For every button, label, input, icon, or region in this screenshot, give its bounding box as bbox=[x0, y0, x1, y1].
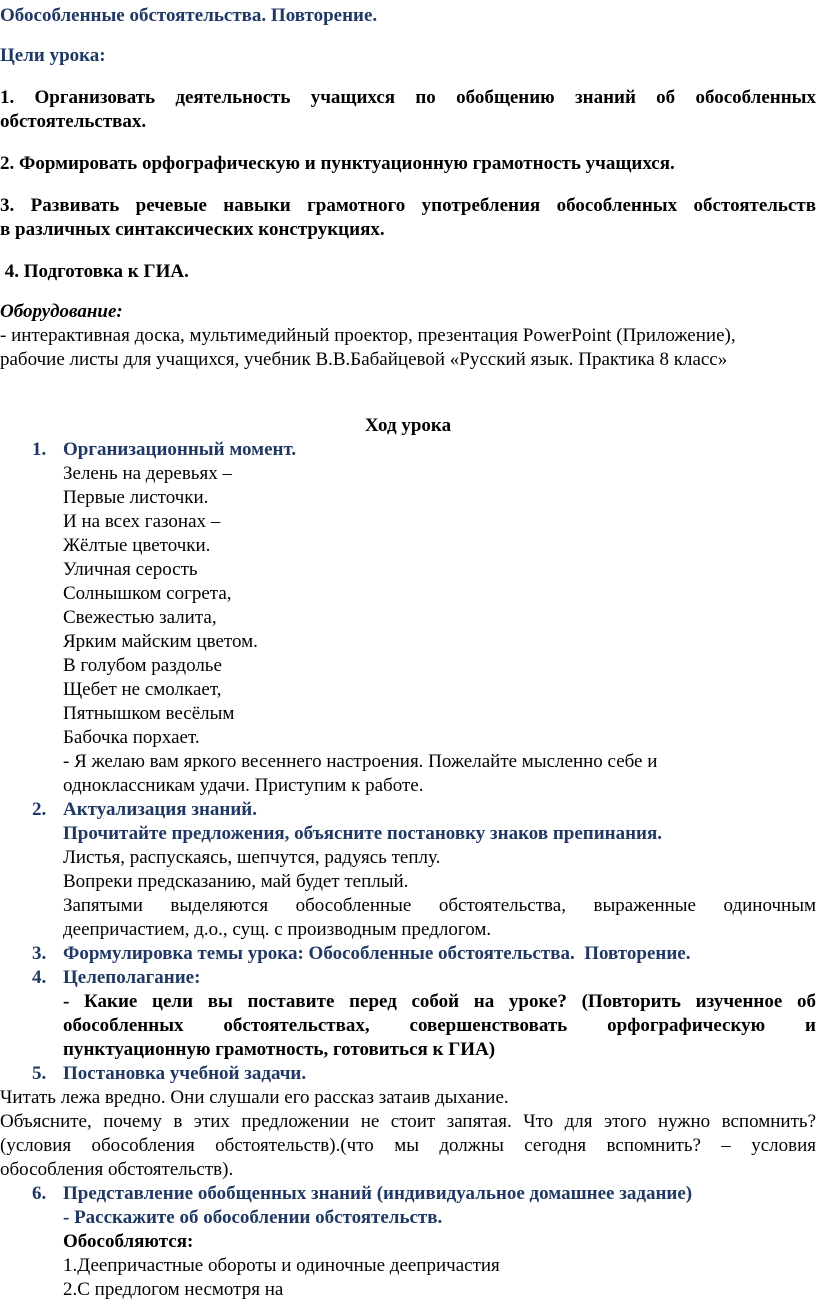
poem-line: И на всех газонах – bbox=[63, 511, 221, 532]
step-6-item-1: 1.Деепричастные обороты и одиночные деепричастия bbox=[63, 1255, 500, 1276]
step-title: Формулировка темы урока: Обособленные обстоятельства. Повторение. bbox=[63, 943, 691, 964]
document-title: Обособленные обстоятельства. Повторение. bbox=[0, 5, 378, 26]
goal-3-line-1: 3. Развивать речевые навыки грамотного употребления обособленных обстоятельств bbox=[0, 195, 816, 216]
poem-line: Щебет не смолкает, bbox=[63, 679, 222, 700]
step-number: 1. bbox=[32, 439, 47, 460]
wish-line-2: одноклассникам удачи. Приступим к работе. bbox=[63, 775, 424, 796]
poem-line: Солнышком согрета, bbox=[63, 583, 232, 604]
step-5-text-1: Читать лежа вредно. Они слушали его рассказ затаив дыхание. bbox=[0, 1087, 509, 1108]
poem-line: Пятнышком весёлым bbox=[63, 703, 235, 724]
goal-4: 4. Подготовка к ГИА. bbox=[0, 261, 189, 282]
step-2-sentence-1: Листья, распускаясь, шепчутся, радуясь теплу. bbox=[63, 847, 441, 868]
step-4-question-1: - Какие цели вы поставите перед собой на уроке? (Повторить изученное об bbox=[63, 991, 816, 1012]
goal-2: 2. Формировать орфографическую и пунктуационную грамотность учащихся. bbox=[0, 153, 675, 174]
poem-line: В голубом раздолье bbox=[63, 655, 222, 676]
step-6-item-2: 2.С предлогом несмотря на bbox=[63, 1279, 284, 1300]
poem-line: Свежестью залита, bbox=[63, 607, 217, 628]
step-title: Постановка учебной задачи. bbox=[63, 1063, 307, 1084]
poem-line: Жёлтые цветочки. bbox=[63, 535, 211, 556]
step-6-task: - Расскажите об обособлении обстоятельств. bbox=[63, 1207, 443, 1228]
lesson-heading: Ход урока bbox=[364, 415, 452, 436]
step-number: 4. bbox=[32, 967, 47, 988]
step-number: 2. bbox=[32, 799, 47, 820]
step-title: Организационный момент. bbox=[63, 439, 297, 460]
goal-1-line-2: обстоятельствах. bbox=[0, 111, 147, 132]
step-4-question-2: обособленных обстоятельствах, совершенствовать орфографическую и bbox=[63, 1015, 816, 1036]
step-6-subheading: Обособляются: bbox=[63, 1231, 194, 1252]
poem-line: Ярким майским цветом. bbox=[63, 631, 258, 652]
step-2-sentence-2: Вопреки предсказанию, май будет теплый. bbox=[63, 871, 409, 892]
step-2-explanation-2: деепричастием, д.о., сущ. с производным предлогом. bbox=[63, 919, 492, 940]
step-2-task: Прочитайте предложения, объясните постановку знаков препинания. bbox=[63, 823, 663, 844]
step-number: 3. bbox=[32, 943, 47, 964]
goal-1-line-1: 1. Организовать деятельность учащихся по обобщению знаний об обособленных bbox=[0, 87, 816, 108]
equipment-line-2: рабочие листы для учащихся, учебник В.В.Бабайцевой «Русский язык. Практика 8 класс» bbox=[0, 349, 728, 370]
step-5-text-4: обособления обстоятельств). bbox=[0, 1159, 234, 1180]
poem-line: Зелень на деревьях – bbox=[63, 463, 232, 484]
step-4-question-3: пунктуационную грамотность, готовиться к ГИА) bbox=[63, 1039, 496, 1060]
wish-line-1: - Я желаю вам яркого весеннего настроения. Пожелайте мысленно себе и bbox=[63, 751, 658, 772]
step-number: 5. bbox=[32, 1063, 47, 1084]
poem-line: Уличная серость bbox=[63, 559, 198, 580]
step-title: Актуализация знаний. bbox=[63, 799, 258, 820]
step-5-text-3: (условия обособления обстоятельств).(что мы должны сегодня вспомнить? – условия bbox=[0, 1135, 816, 1156]
goal-3-line-2: в различных синтаксических конструкциях. bbox=[0, 219, 385, 240]
poem-line: Бабочка порхает. bbox=[63, 727, 200, 748]
step-2-explanation-1: Запятыми выделяются обособленные обстоятельства, выраженные одиночным bbox=[63, 895, 816, 916]
step-title: Целеполагание: bbox=[63, 967, 201, 988]
goals-heading: Цели урока: bbox=[0, 45, 106, 66]
step-number: 6. bbox=[32, 1183, 47, 1204]
equipment-heading: Оборудование: bbox=[0, 301, 123, 322]
equipment-line-1: - интерактивная доска, мультимедийный проектор, презентация PowerPoint (Приложение), bbox=[0, 325, 736, 346]
step-5-text-2: Объясните, почему в этих предложении не стоит запятая. Что для этого нужно вспомнить? bbox=[0, 1111, 816, 1132]
step-title: Представление обобщенных знаний (индивидуальное домашнее задание) bbox=[63, 1183, 693, 1204]
poem-line: Первые листочки. bbox=[63, 487, 209, 508]
